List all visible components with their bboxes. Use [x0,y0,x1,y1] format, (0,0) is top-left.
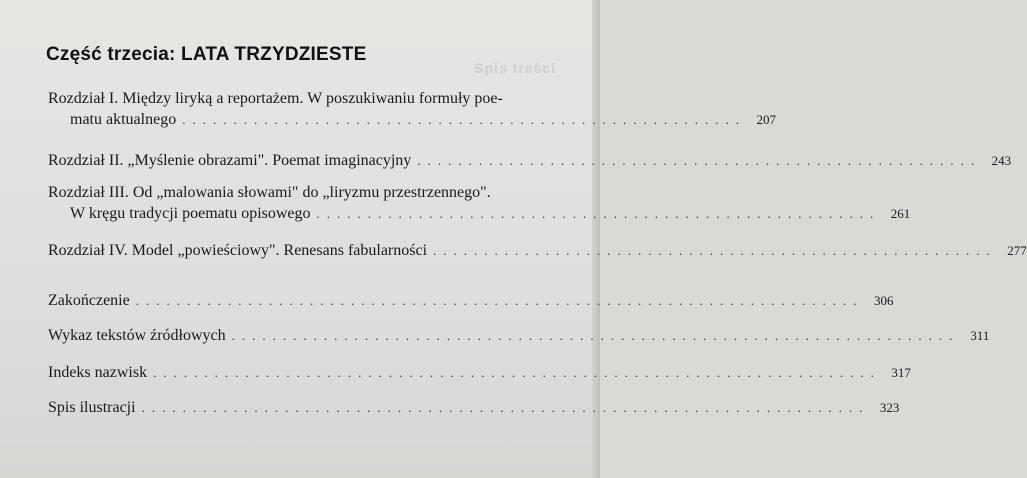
leader-dots: ....................................................... [433,243,997,258]
leader-dots: ....................................................... [182,112,746,127]
leader-dots: ....................................................... [417,153,982,168]
page-number: 323 [879,400,900,415]
toc-entry-line [48,362,911,383]
page-number: 243 [991,153,1012,168]
toc-entry-title-line: Wykaz tekstów źródłowych [48,327,226,344]
leader-dots: ....................................................... [316,206,881,221]
toc-entry-title-line: Rozdział II. „Myślenie obrazami". Poemat imaginacyjny [48,152,412,169]
toc-entry-title-line: Spis ilustracji [48,399,136,416]
toc-entry-chapter-3 [48,182,911,224]
show-through-text: Spis treści [474,60,556,76]
toc-entry-name-index [48,362,911,383]
toc-entry-line [48,397,900,418]
toc-entry-chapter-4 [48,240,1027,261]
section-heading: Część trzecia: LATA TRZYDZIESTE [46,44,367,65]
toc-entry-title-line: matu aktualnego [70,111,177,128]
toc-entry-title-line: Rozdział IV. Model „powieściowy". Renesans fabularności [48,242,428,259]
toc-entry-chapter-2 [48,150,1012,171]
page-number: 317 [891,365,911,380]
toc-entry-chapter-1 [48,88,776,130]
toc-entry-line [48,240,1027,261]
toc-entry-title-line: Zakończenie [48,292,130,309]
page-number: 311 [970,328,990,343]
leader-dots: ....................................................................... [153,365,881,380]
toc-entry-continuation [48,109,776,130]
toc-entry-line [48,290,894,311]
page-number: 261 [890,206,911,221]
leader-dots: ....................................................................... [141,400,870,415]
toc-entry-illustrations [48,397,900,418]
toc-entry-title-line: Rozdział I. Między liryką a reportażem. W poszukiwaniu formuły poe- [48,90,503,107]
toc-entry-title-line: Rozdział III. Od „malowania słowami" do „liryzmu przestrzennego". [48,184,491,201]
toc-entry-line [48,150,1012,171]
leader-dots: ....................................................................... [231,328,960,343]
toc-entry-conclusion [48,290,894,311]
toc-entry-title-line: W kręgu tradycji poematu opisowego [70,205,311,222]
toc-entry-continuation [48,203,911,224]
toc-entry-source-texts [48,325,990,346]
page-number: 306 [873,293,894,308]
page-number: 207 [756,112,776,127]
page-number: 277 [1007,243,1027,258]
toc-entry-line [48,325,990,346]
leader-dots: ....................................................................... [135,293,864,308]
toc-entry-title-line: Indeks nazwisk [48,364,148,381]
